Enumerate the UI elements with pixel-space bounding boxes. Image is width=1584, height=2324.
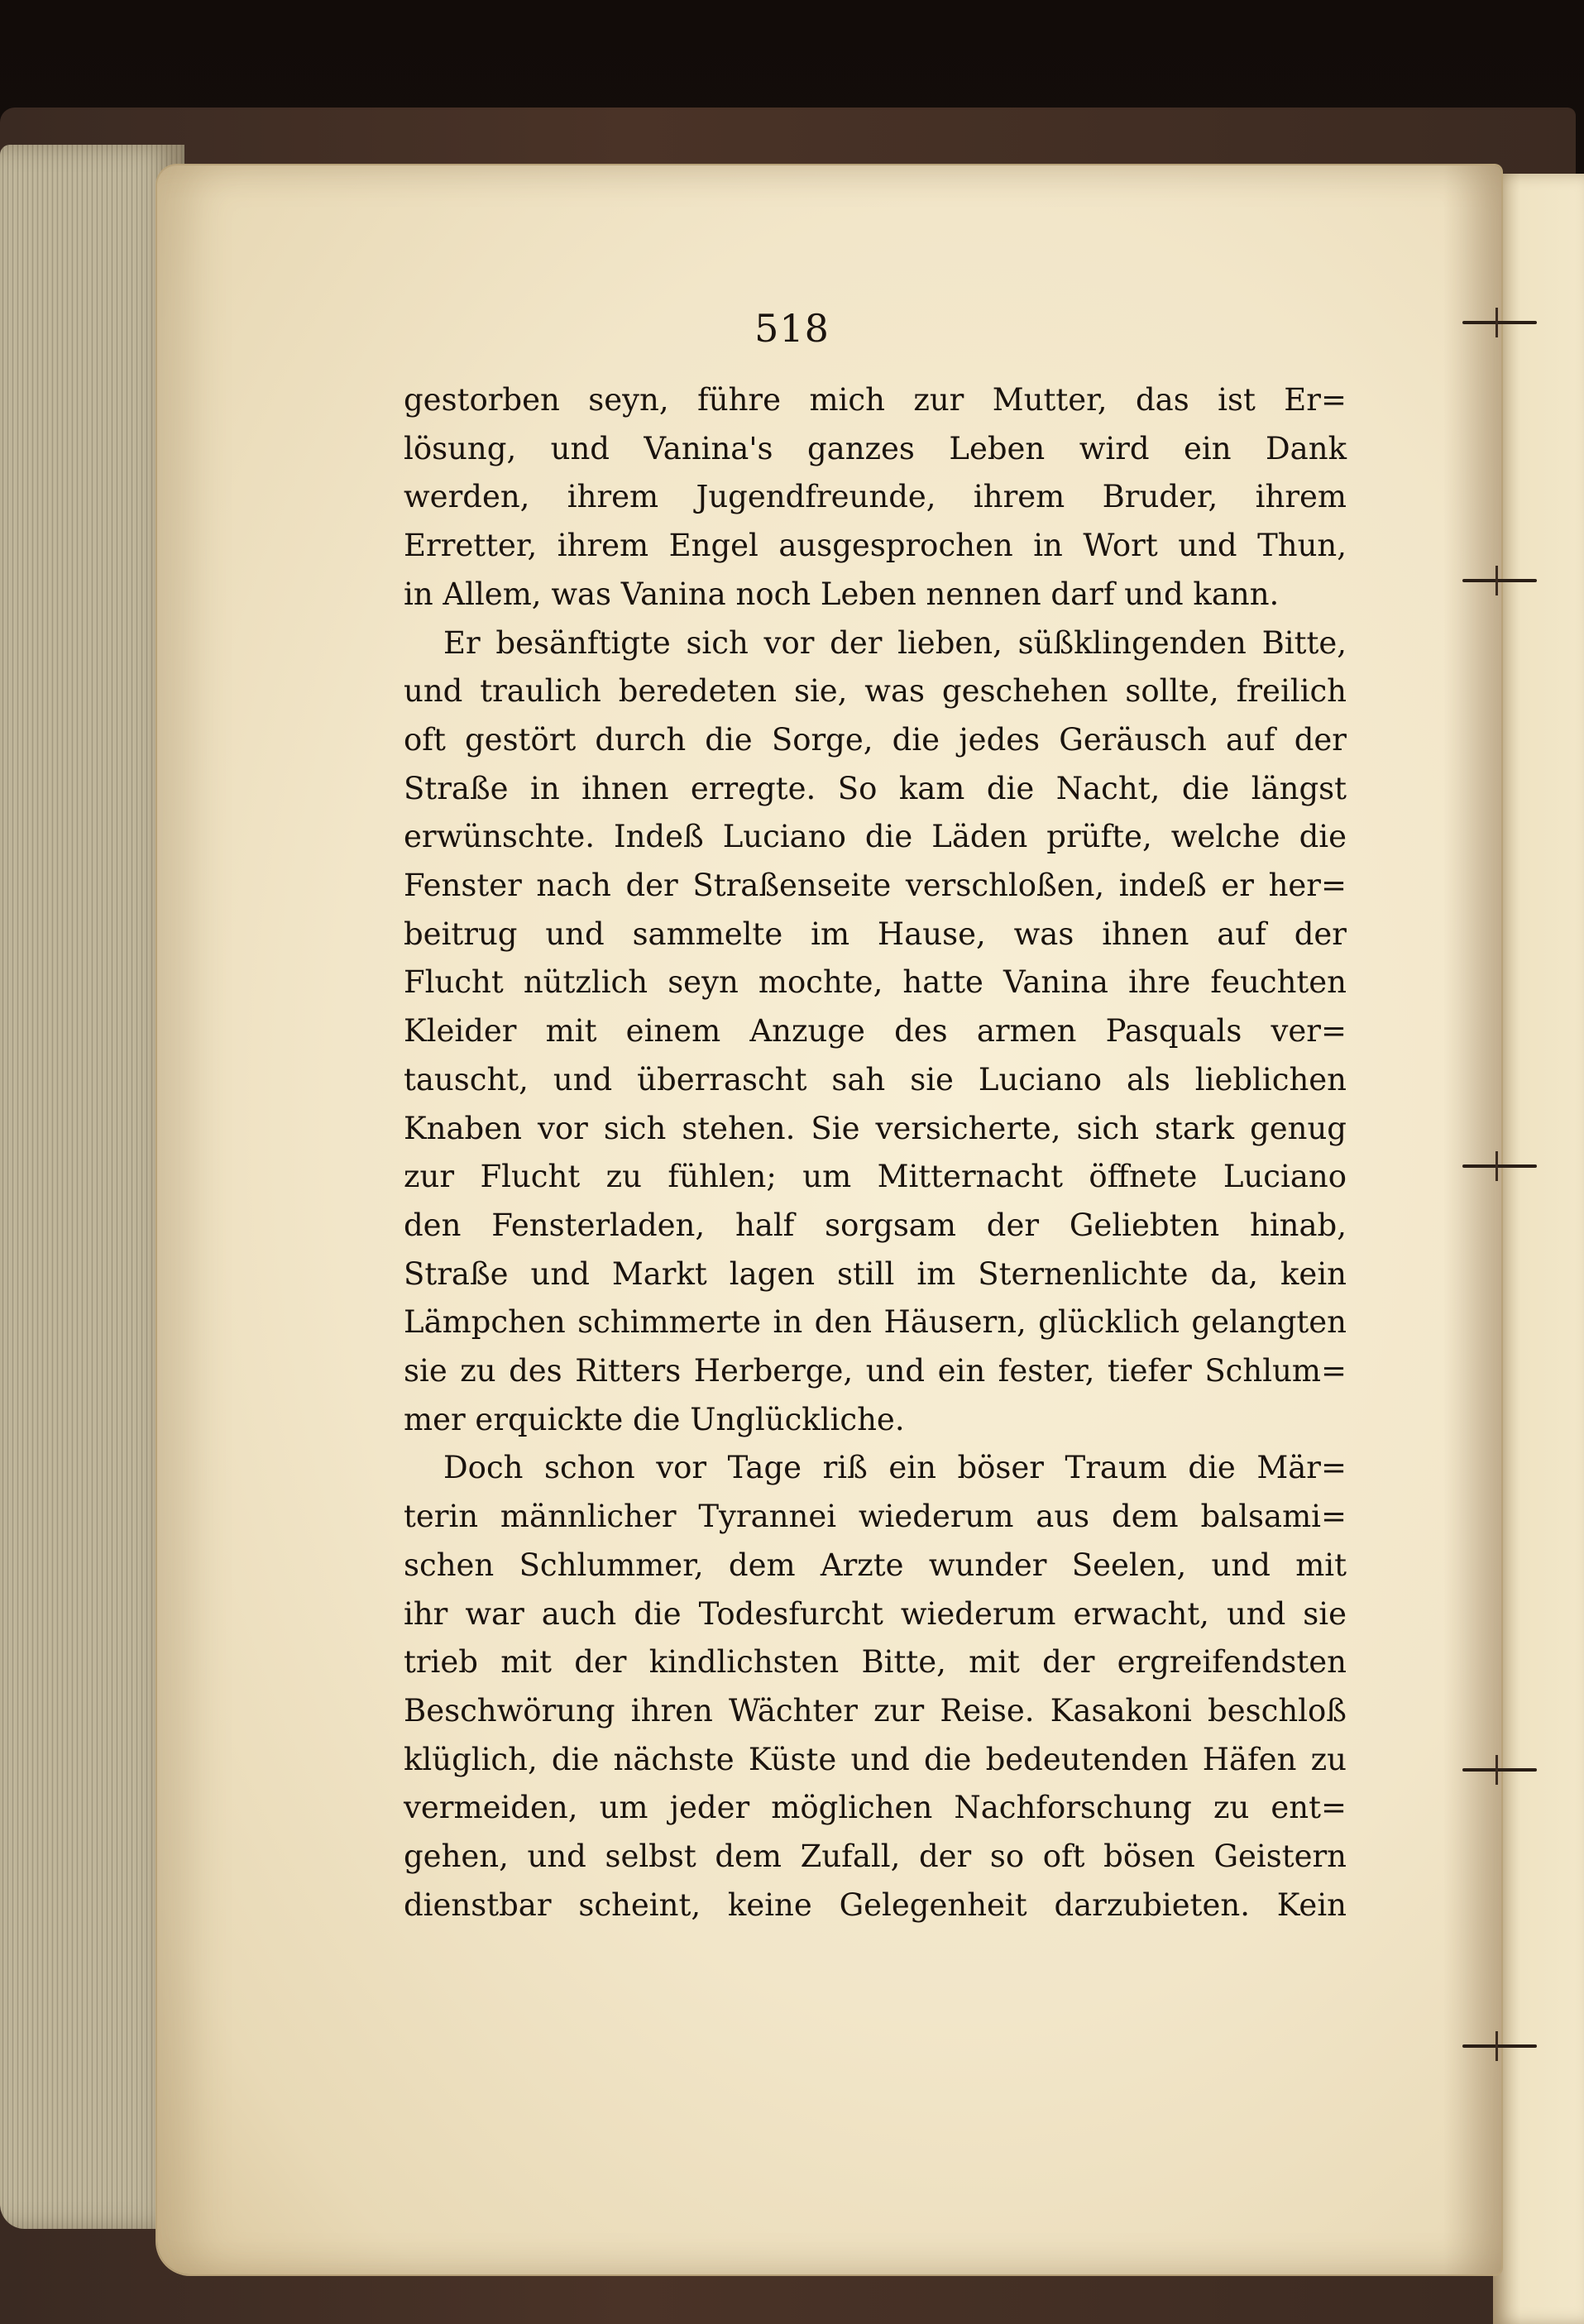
text-line: Straße in ihnen erregte. So kam die Nacht, die längst [404, 770, 1347, 806]
text-line: mer erquickte die Unglückliche. [404, 1401, 905, 1437]
text-line: trieb mit der kindlichsten Bitte, mit der ergreifendsten [404, 1644, 1347, 1681]
text-line: zur Flucht zu fühlen; um Mitternacht öffnete Luciano [404, 1159, 1347, 1195]
text-line: werden, ihrem Jugendfreunde, ihrem Bruder, ihrem [404, 479, 1347, 515]
text-line: in Allem, was Vanina noch Leben nennen darf und kann. [404, 576, 1280, 612]
text-line: Doch schon vor Tage riß ein böser Traum die Mär= [443, 1450, 1347, 1486]
text-line: beitrug und sammelte im Hause, was ihnen auf der [404, 916, 1347, 952]
text-line: dienstbar scheint, keine Gelegenheit darzubieten. Kein [404, 1886, 1347, 1923]
text-line: Straße und Markt lagen still im Sternenlichte da, kein [404, 1255, 1347, 1292]
text-line: Flucht nützlich seyn mochte, hatte Vanina ihre feuchten [404, 964, 1347, 1001]
text-line: sie zu des Ritters Herberge, und ein fester, tiefer Schlum= [404, 1353, 1347, 1389]
text-line: Knaben vor sich stehen. Sie versicherte, sich stark genug [404, 1110, 1347, 1146]
text-line: Er besänftigte sich vor der lieben, süßklingenden Bitte, [443, 624, 1347, 661]
text-line: Lämpchen schimmerte in den Häusern, glücklich gelangten [404, 1304, 1347, 1341]
binding-stitch [1462, 1164, 1537, 1168]
binding-stitch [1462, 2044, 1537, 2048]
facing-page [1493, 174, 1584, 2324]
text-line: gestorben seyn, führe mich zur Mutter, das ist Er= [404, 382, 1347, 418]
text-line: klüglich, die nächste Küste und die bedeutenden Häfen zu [404, 1741, 1347, 1777]
text-line: oft gestört durch die Sorge, die jedes Geräusch auf der [404, 721, 1347, 758]
body-text [404, 376, 1347, 1930]
gutter-shadow [1443, 165, 1501, 2274]
text-line: gehen, und selbst dem Zufall, der so oft bösen Geistern [404, 1839, 1347, 1875]
binding-stitch [1462, 1768, 1537, 1772]
text-line: Fenster nach der Straßenseite verschloßen, indeß er her= [404, 868, 1347, 904]
text-line: Erretter, ihrem Engel ausgesprochen in Wort und Thun, [404, 528, 1347, 564]
text-line: erwünschte. Indeß Luciano die Läden prüfte, welche die [404, 819, 1347, 855]
text-line: Beschwörung ihren Wächter zur Reise. Kasakoni beschloß [404, 1692, 1347, 1729]
page-number: 518 [754, 306, 830, 351]
text-line: lösung, und Vanina's ganzes Leben wird ein Dank [404, 430, 1347, 466]
text-line: vermeiden, um jeder möglichen Nachforschung zu ent= [404, 1790, 1347, 1826]
text-line: und traulich beredeten sie, was geschehen sollte, freilich [404, 673, 1347, 710]
text-line: terin männlicher Tyrannei wiederum aus dem balsami= [404, 1499, 1347, 1535]
binding-stitch [1462, 579, 1537, 582]
text-line: tauscht, und überrascht sah sie Luciano als lieblichen [404, 1061, 1347, 1097]
text-line: Kleider mit einem Anzuge des armen Pasquals ver= [404, 1013, 1347, 1050]
text-line: ihr war auch die Todesfurcht wiederum erwacht, und sie [404, 1595, 1347, 1632]
text-line: schen Schlummer, dem Arzte wunder Seelen, und mit [404, 1547, 1347, 1583]
text-line: den Fensterladen, half sorgsam der Geliebten hinab, [404, 1207, 1347, 1243]
